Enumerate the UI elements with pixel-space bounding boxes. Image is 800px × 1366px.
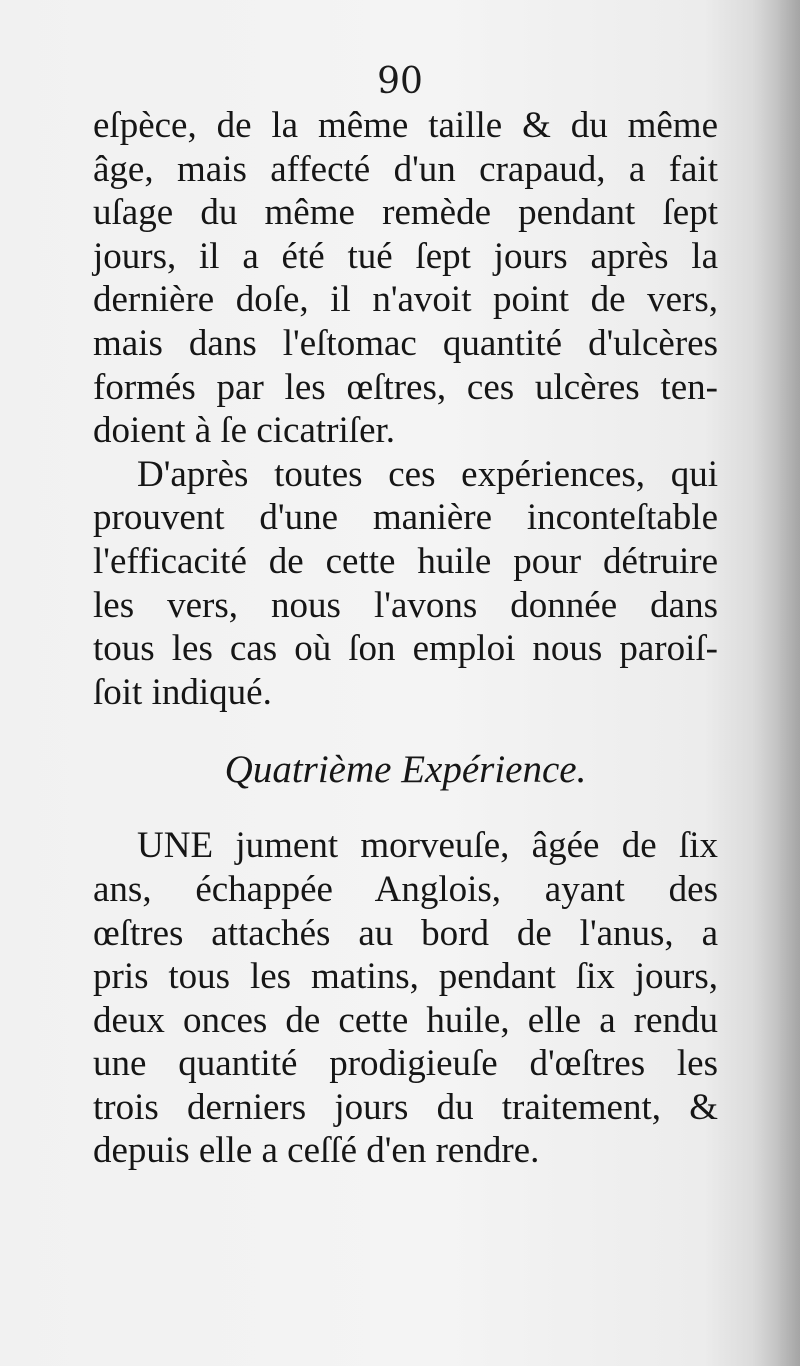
text-line: ſoit indiqué. [93, 671, 272, 713]
text-line: jours, il a été tué ſept jours après la [93, 235, 718, 277]
text-line: dernière doſe, il n'avoit point de vers, [93, 279, 718, 321]
paragraph-2 [93, 453, 718, 715]
text-line: trois derniers jours du traitement, & [93, 1086, 718, 1128]
text-line: uſage du même remède pendant ſept [93, 192, 718, 234]
section-spacer [93, 794, 718, 824]
text-line: âge, mais affecté d'un crapaud, a fait [93, 148, 718, 190]
text-line: l'efficacité de cette huile pour détruire [93, 540, 718, 582]
text-line: tous les cas où ſon emploi nous paroiſ- [93, 628, 718, 670]
text-line: ans, échappée Anglois, ayant des [93, 868, 718, 910]
text-line: doient à ſe cicatriſer. [93, 410, 396, 452]
text-line: les vers, nous l'avons donnée dans [93, 584, 718, 626]
text-line: pris tous les matins, pendant ſix jours, [93, 956, 718, 998]
paragraph-1 [93, 104, 718, 453]
text-line: UNE jument morveuſe, âgée de ſix [137, 825, 718, 867]
text-line: D'après toutes ces expériences, qui [137, 453, 718, 495]
text-line: une quantité prodigieuſe d'œſtres les [93, 1043, 718, 1085]
text-line: eſpèce, de la même taille & du même [93, 105, 718, 146]
text-line: deux onces de cette huile, elle a rendu [93, 999, 718, 1041]
text-line: prouvent d'une manière inconteſtable [93, 497, 718, 539]
text-line: formés par les œſtres, ces ulcères ten- [93, 366, 718, 408]
section-heading: Quatrième Expérience. [224, 748, 587, 792]
page-body [93, 104, 718, 1173]
page-number: 90 [377, 61, 423, 102]
text-line: depuis elle a ceſſé d'en rendre. [93, 1130, 540, 1172]
section-spacer [93, 714, 718, 746]
text-line: mais dans l'eſtomac quantité d'ulcères [93, 322, 718, 364]
paragraph-3 [93, 824, 718, 1173]
text-line: œſtres attachés au bord de l'anus, a [93, 912, 718, 954]
page-gutter-shadow [752, 0, 800, 1366]
